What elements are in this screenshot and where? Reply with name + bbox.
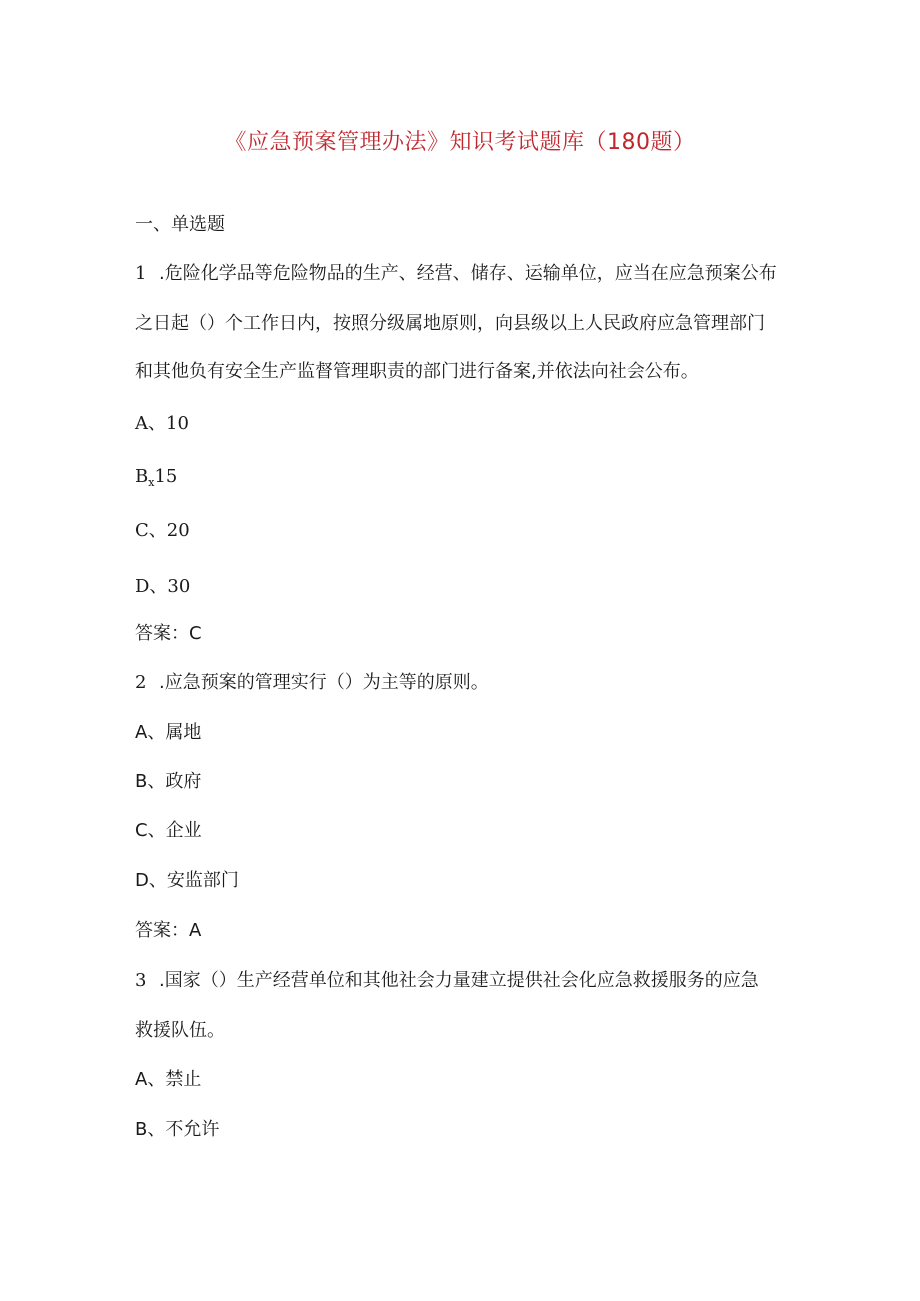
question-3-line-1 [135, 969, 759, 993]
question-3-option-a: A、禁止 [135, 1069, 202, 1090]
question-2-line-1 [135, 671, 489, 695]
question-2-option-a: A、属地 [135, 722, 202, 743]
question-2-option-c: C、企业 [135, 820, 202, 841]
question-1-answer: 答案：C [135, 623, 202, 644]
question-3-option-b: B、不允许 [135, 1119, 220, 1140]
question-3-text-line-1: .国家（）生产经营单位和其他社会力量建立提供社会化应急救援服务的应急 [159, 970, 759, 991]
question-2-option-b: B、政府 [135, 771, 202, 792]
question-3-number: 3 [135, 970, 147, 991]
question-1-text-line-2: 之日起（）个工作日内，按照分级属地原则，向县级以上人民政府应急管理部门 [135, 313, 765, 334]
question-1-text-line-1: .危险化学品等危险物品的生产、经营、储存、运输单位，应当在应急预案公布 [159, 263, 777, 284]
question-3-text-line-2: 救援队伍。 [135, 1020, 225, 1041]
question-1-option-b-letter: B [135, 466, 149, 487]
question-2-answer: 答案：A [135, 920, 202, 941]
section-heading: 一、单选题 [135, 214, 225, 235]
question-1-option-b-sep: x [148, 476, 155, 489]
question-1-number: 1 [135, 263, 147, 284]
question-1-text-line-3: 和其他负有安全生产监督管理职责的部门进行备案,并依法向社会公布。 [135, 361, 699, 382]
question-1-option-d: D、30 [135, 576, 191, 597]
question-1-option-c: C、20 [135, 520, 190, 541]
question-1-option-a: A、10 [135, 413, 189, 434]
question-2-number: 2 [135, 672, 147, 693]
document-title: 《应急预案管理办法》知识考试题库（180题） [224, 130, 696, 155]
question-1-line-1 [135, 262, 777, 286]
question-1-option-b-value: 15 [154, 466, 178, 487]
question-2-text-line-1: .应急预案的管理实行（）为主等的原则。 [159, 672, 489, 693]
question-2-option-d: D、安监部门 [135, 870, 239, 891]
question-1-option-b [135, 465, 177, 495]
